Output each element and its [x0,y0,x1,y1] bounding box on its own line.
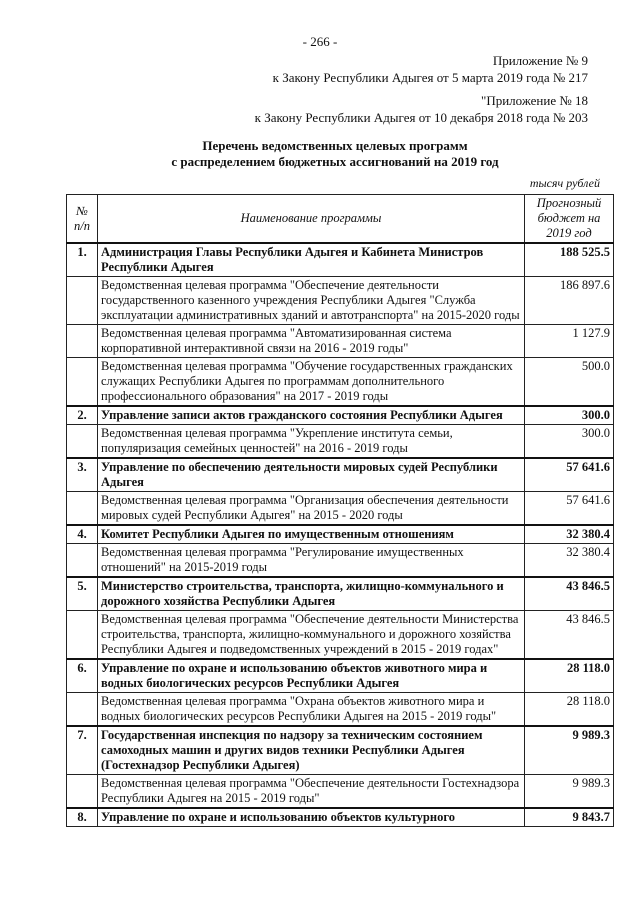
row-name: Ведомственная целевая программа "Регулирование имущественных отношений" на 2015-2019 годы [98,544,525,578]
title-line2: с распределением бюджетных ассигнований на 2019 год [171,154,499,169]
row-number: 6. [67,659,98,693]
row-budget: 9 843.7 [525,808,614,827]
row-name: Ведомственная целевая программа "Укрепление института семьи, популяризация семейных ценностей" на 2016 - 2019 годы [98,425,525,459]
programs-table [66,194,614,827]
program-row [67,775,614,809]
row-number: 3. [67,458,98,492]
appendix-current [273,52,588,86]
row-budget: 9 989.3 [525,775,614,809]
department-row [67,243,614,277]
row-budget: 43 846.5 [525,577,614,611]
row-number [67,492,98,526]
row-budget: 28 118.0 [525,659,614,693]
units-label: тысяч рублей [529,176,600,190]
row-budget: 300.0 [525,406,614,425]
row-budget: 9 989.3 [525,726,614,775]
appendix-current-line1: Приложение № 9 [492,53,588,68]
department-row [67,726,614,775]
program-row [67,544,614,578]
row-number [67,325,98,358]
row-budget: 57 641.6 [525,458,614,492]
header-budget: Прогнозный бюджет на 2019 год [525,195,614,244]
appendix-previous-line1: "Приложение № 18 [481,93,588,108]
row-budget: 32 380.4 [525,544,614,578]
department-row [67,458,614,492]
row-number [67,775,98,809]
program-row [67,325,614,358]
row-budget: 300.0 [525,425,614,459]
row-number: 8. [67,808,98,827]
row-number [67,425,98,459]
row-name: Ведомственная целевая программа "Обучение государственных гражданских служащих Республики Адыгея по программам дополнительного профессионального образования" на 2017 - 2019 годы [98,358,525,407]
row-budget: 43 846.5 [525,611,614,660]
row-name: Ведомственная целевая программа "Обеспечение деятельности Гостехнадзора Республики Адыгея на 2015 - 2019 годы" [98,775,525,809]
department-row [67,406,614,425]
row-number: 1. [67,243,98,277]
row-budget: 186 897.6 [525,277,614,325]
program-row [67,611,614,660]
appendix-previous-line2: к Закону Республики Адыгея от 10 декабря 2018 года № 203 [254,110,588,125]
department-row [67,659,614,693]
row-name: Комитет Республики Адыгея по имущественным отношениям [98,525,525,544]
row-number: 7. [67,726,98,775]
row-name: Государственная инспекция по надзору за техническим состоянием самоходных машин и других видов техники Республики Адыгея (Гостехнадзор Республики Адыгея) [98,726,525,775]
program-row [67,693,614,727]
program-row [67,358,614,407]
row-budget: 32 380.4 [525,525,614,544]
row-number [67,611,98,660]
row-number: 4. [67,525,98,544]
row-number [67,358,98,407]
row-name: Управление по охране и использованию объектов культурного [98,808,525,827]
row-budget: 500.0 [525,358,614,407]
row-number: 5. [67,577,98,611]
row-number: 2. [67,406,98,425]
department-row [67,525,614,544]
row-name: Управление по обеспечению деятельности мировых судей Республики Адыгея [98,458,525,492]
row-name: Ведомственная целевая программа "Обеспечение деятельности Министерства строительства, транспорта, жилищно-коммунального и дорожного хозяйства Республики Адыгея и подведомственных учреждений в 2015 - 2019 годах" [98,611,525,660]
row-number [67,544,98,578]
department-row [67,808,614,827]
row-number [67,693,98,727]
title-line1: Перечень ведомственных целевых программ [202,138,468,153]
row-name: Ведомственная целевая программа "Автоматизированная система корпоративной интерактивной связи на 2016 - 2019 годы" [98,325,525,358]
document-title [0,138,640,170]
page-number: - 266 - [302,34,338,49]
program-row [67,425,614,459]
row-name: Ведомственная целевая программа "Охрана объектов животного мира и водных биологических ресурсов Республики Адыгея на 2015 - 2019 годы" [98,693,525,727]
row-number [67,277,98,325]
row-budget: 57 641.6 [525,492,614,526]
row-name: Управление по охране и использованию объектов животного мира и водных биологических ресурсов Республики Адыгея [98,659,525,693]
department-row [67,577,614,611]
row-budget: 1 127.9 [525,325,614,358]
row-name: Министерство строительства, транспорта, жилищно-коммунального и дорожного хозяйства Республики Адыгея [98,577,525,611]
row-name: Управление записи актов гражданского состояния Республики Адыгея [98,406,525,425]
program-row [67,277,614,325]
header-name: Наименование программы [98,195,525,244]
header-num: № п/п [67,195,98,244]
row-budget: 188 525.5 [525,243,614,277]
row-name: Ведомственная целевая программа "Организация обеспечения деятельности мировых судей Республики Адыгея" на 2015 - 2020 годы [98,492,525,526]
program-row [67,492,614,526]
appendix-current-line2: к Закону Республики Адыгея от 5 марта 2019 года № 217 [272,70,588,85]
row-name: Администрация Главы Республики Адыгея и Кабинета Министров Республики Адыгея [98,243,525,277]
table-header-row [67,195,614,244]
row-name: Ведомственная целевая программа "Обеспечение деятельности государственного казенного учреждения Республики Адыгея "Служба эксплуатации административных зданий и автотранспорта" на 2015-2020 годы [98,277,525,325]
appendix-previous [255,92,588,126]
row-budget: 28 118.0 [525,693,614,727]
